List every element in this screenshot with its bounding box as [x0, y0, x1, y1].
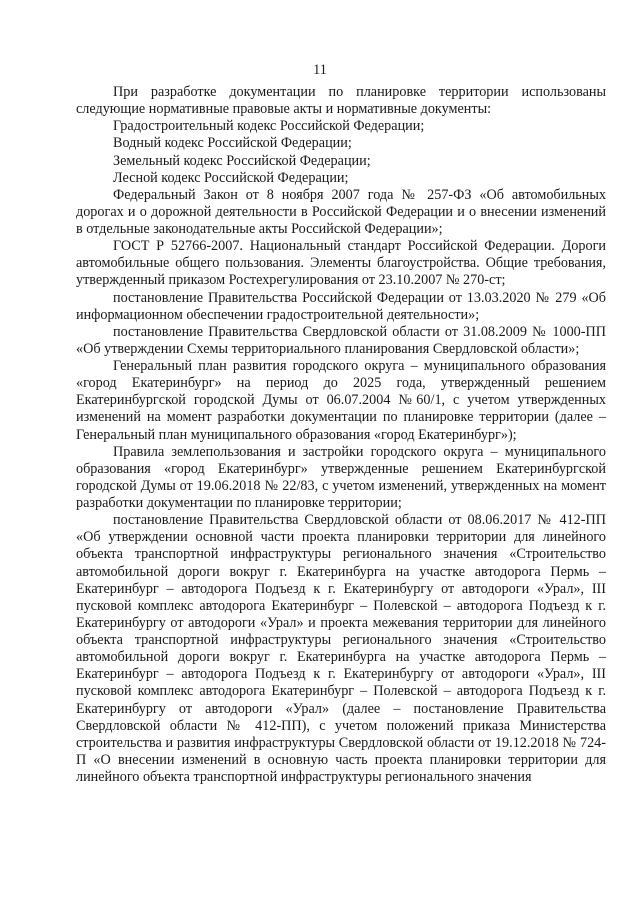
paragraph-land-code: Земельный кодекс Российской Федерации;: [113, 152, 371, 169]
paragraph-water-code: Водный кодекс Российской Федерации;: [113, 135, 352, 152]
paragraph-forest-code: Лесной кодекс Российской Федерации;: [113, 169, 349, 186]
paragraph-gost-52766: ГОСТ Р 52766-2007. Национальный стандарт Российской Федерации. Дороги автомобильные общего пользования. Элементы благоустройства. Общие требования, утвержденный приказом Ростехрегулирования от 23.10.2007 № 270-ст;: [76, 238, 606, 289]
paragraph-intro: При разработке документации по планировке территории использованы следующие нормативные правовые акты и нормативные документы:: [76, 84, 606, 118]
paragraph-urban-planning-code: Градостроительный кодекс Российской Федерации;: [113, 118, 425, 135]
page-number: 11: [313, 62, 327, 78]
paragraph-resolution-1000: постановление Правительства Свердловской области от 31.08.2009 № 1000-ПП «Об утверждении Схемы территориального планирования Свердловской области»;: [76, 323, 606, 357]
paragraph-resolution-412: постановление Правительства Свердловской области от 08.06.2017 № 412-ПП «Об утверждении основной части проекта планировки территории для линейного объекта транспортной инфраструктуры регионального значения «Строительство автомобильной дороги вокруг г. Екатеринбурга на участке автодорога Пермь – Екатеринбург – автодорога Подъезд к г. Екатеринбургу от автодороги «Урал», III пусковой комплекс автодорога Екатеринбург – Полевской – автодорога Подъезд к г. Екатеринбургу от автодороги «Урал» и проекта межевания территории для линейного объекта транспортной инфраструктуры регионального значения «Строительство автомобильной дороги вокруг г. Екатеринбурга на участке автодорога Пермь – Екатеринбург – автодорога Подъезд к г. Екатеринбургу от автодороги «Урал», III пусковой комплекс автодорога Екатеринбург – Полевской – автодорога Подъезд к г. Екатеринбургу от автодороги «Урал» (далее – постановление Правительства Свердловской области № 412-ПП), с учетом положений приказа Министерства строительства и развития инфраструктуры Свердловской области от 19.12.2018 № 724-П «О внесении изменений в основную часть проекта планировки территории для линейного объекта транспортной инфраструктуры регионального значения: [76, 512, 606, 785]
document-body: [76, 84, 606, 786]
paragraph-resolution-279: постановление Правительства Российской Федерации от 13.03.2020 № 279 «Об информационном обеспечении градостроительной деятельности»;: [76, 289, 606, 323]
paragraph-general-plan: Генеральный план развития городского округа – муниципального образования «город Екатеринбург» на период до 2025 года, утвержденный решением Екатеринбургской городской Думы от 06.07.2004 №60/1, с учетом утвержденных изменений на момент разработки документации по планировке территории (далее – Генеральный план муниципального образования «город Екатеринбург»);: [76, 358, 606, 443]
paragraph-land-use-rules: Правила землепользования и застройки городского округа – муниципального образования «город Екатеринбург» утвержденные решением Екатеринбургской городской Думы от 19.06.2018 № 22/83, с учетом изменений, утвержденных на момент разработки документации по планировке территории;: [76, 443, 606, 511]
paragraph-federal-law-257: Федеральный Закон от 8 ноября 2007 года № 257-ФЗ «Об автомобильных дорогах и о дорожной деятельности в Российской Федерации и о внесении изменений в отдельные законодательные акты Российской Федерации»;: [76, 186, 606, 237]
